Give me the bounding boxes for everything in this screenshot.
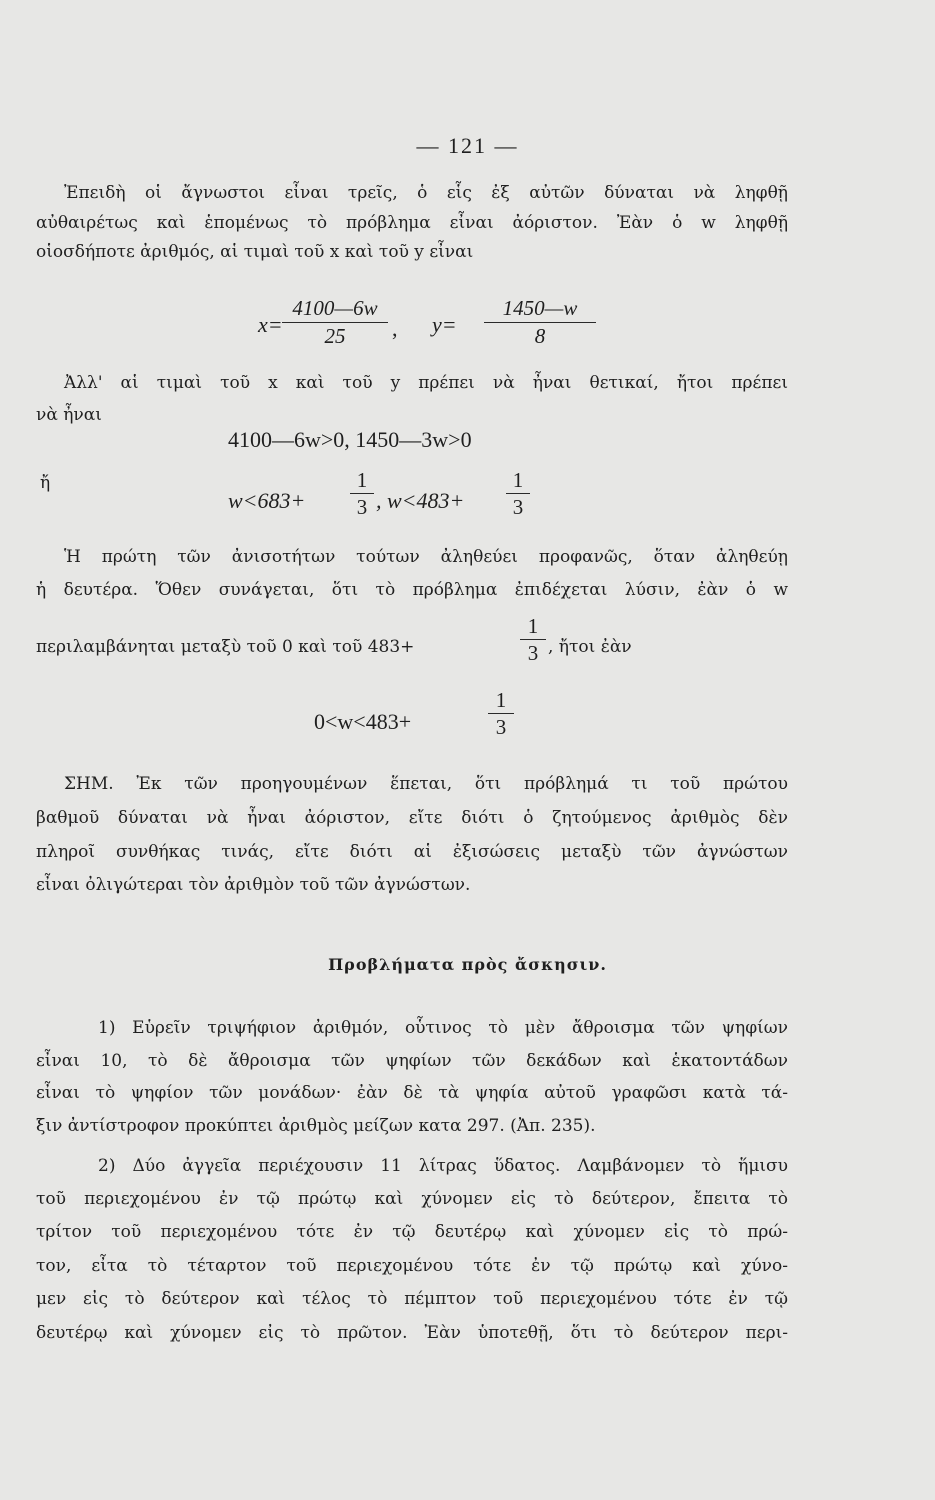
problem2-line5: μεν εἰς τὸ δεύτερον καὶ τέλος τὸ πέμπτον τοῦ περιεχομένου τότε ἐν τῷ [36, 1289, 788, 1309]
eq3-den2: 3 [512, 495, 524, 519]
page-number: — 121 — [416, 133, 519, 158]
eq4-expression: 0<w<483+ [314, 709, 412, 734]
problem2-line2: τοῦ περιεχομένου ἐν τῷ πρώτῳ καὶ χύνομεν εἰς τὸ δεύτερον, ἔπειτα τὸ [36, 1189, 788, 1209]
problem1-line2: εἶναι 10, τὸ δὲ ἄθροισμα τῶν ψηφίων τῶν δεκάδων καὶ ἑκατοντάδων [36, 1051, 788, 1071]
para3-line1: Ἡ πρώτη τῶν ἀνισοτήτων τούτων ἀληθεύει προφανῶς, ὅταν ἀληθεύῃ [64, 547, 788, 567]
eq3-den1: 3 [356, 495, 368, 519]
eq4-fraction [488, 688, 514, 740]
para3-num: 1 [520, 614, 546, 640]
note-line1: ΣΗΜ. Ἐκ τῶν προηγουμένων ἕπεται, ὅτι πρόβλημά τι τοῦ πρώτου [64, 774, 788, 794]
para1-line1: Ἐπειδὴ οἱ ἄγνωστοι εἶναι τρεῖς, ὁ εἷς ἐξ αὐτῶν δύναται νὰ ληφθῇ [64, 183, 788, 203]
problem2-line4: τον, εἶτα τὸ τέταρτον τοῦ περιεχομένου τότε ἐν τῷ πρώτῳ καὶ χύνο- [36, 1256, 788, 1276]
problem2-line6: δευτέρῳ καὶ χύνομεν εἰς τὸ πρῶτον. Ἐὰν ὑποτεθῇ, ὅτι τὸ δεύτερον περι- [36, 1323, 788, 1343]
problem2-line1: 2) Δύο ἀγγεῖα περιέχουσιν 11 λίτρας ὕδατος. Λαμβάνομεν τὸ ἥμισυ [98, 1156, 788, 1176]
note-line2: βαθμοῦ δύναται νὰ ἦναι ἀόριστον, εἴτε διότι ὁ ζητούμενος ἀριθμὸς δὲν [36, 808, 788, 828]
eq3-num2: 1 [506, 468, 530, 494]
para3-den: 3 [527, 641, 539, 665]
para1-line3: οἱοσδήποτε ἀριθμός, αἱ τιμαὶ τοῦ x καὶ τοῦ y εἶναι [36, 242, 474, 262]
eq1-x-numerator: 4100—6w [282, 296, 388, 323]
section-heading: Προβλήματα πρὸς ἄσκησιν. [328, 955, 607, 974]
problem1-line4: ξιν ἀντίστροφον προκύπτει ἀριθμὸς μείζων κατα 297. (Ἀπ. 235). [36, 1116, 596, 1136]
para2-line1: Ἀλλ' αἱ τιμαὶ τοῦ x καὶ τοῦ y πρέπει νὰ ἦναι θετικαί, ἤτοι πρέπει [64, 373, 788, 393]
eq3-part1: w<683+ [228, 488, 306, 513]
eq3-part2: , w<483+ [376, 488, 465, 513]
eq1-separator: , [392, 316, 398, 341]
note-line4: εἶναι ὀλιγώτεραι τὸν ἀριθμὸν τοῦ τῶν ἀγνώστων. [36, 875, 471, 895]
problem1-line1: 1) Εὑρεῖν τριψήφιον ἀριθμόν, οὗτινος τὸ μὲν ἄθροισμα τῶν ψηφίων [98, 1018, 788, 1038]
eq4-num: 1 [488, 688, 514, 714]
eq1-y-numerator: 1450—w [484, 296, 596, 323]
eq1-y-lhs: y= [432, 312, 457, 337]
note-line3: πληροῖ συνθήκας τινάς, εἴτε διότι αἱ ἐξισώσεις μεταξὺ τῶν ἀγνώστων [36, 842, 788, 862]
problem1-line3: εἶναι τὸ ψηφίον τῶν μονάδων· ἐὰν δὲ τὰ ψηφία αὐτοῦ γραφῶσι κατὰ τά- [36, 1083, 788, 1103]
eq1-y-fraction [484, 296, 596, 349]
eq3-num1: 1 [350, 468, 374, 494]
para3-line3b: , ἤτοι ἐὰν [548, 637, 632, 657]
para3-line2: ἡ δευτέρα. Ὅθεν συνάγεται, ὅτι τὸ πρόβλημα ἐπιδέχεται λύσιν, ἐὰν ὁ w [36, 580, 788, 600]
eta-word: ἤ [40, 473, 51, 493]
eq1-x-fraction [282, 296, 388, 349]
eq1-y-denominator: 8 [534, 324, 546, 348]
problem2-line3: τρίτον τοῦ περιεχομένου τότε ἐν τῷ δευτέρῳ καὶ χύνομεν εἰς τὸ πρώ- [36, 1222, 788, 1242]
para2-line2: νὰ ἦναι [36, 405, 102, 425]
eq3-fraction1 [350, 468, 374, 520]
eq1-x-lhs: x= [258, 312, 283, 337]
para3-fraction [520, 614, 546, 666]
eq1-x-denominator: 25 [324, 324, 346, 348]
eq3-fraction2 [506, 468, 530, 520]
para3-line3a: περιλαμβάνηται μεταξὺ τοῦ 0 καὶ τοῦ 483+ [36, 637, 415, 657]
eq2-inequalities: 4100—6w>0, 1450—3w>0 [228, 427, 472, 452]
para1-line2: αὐθαιρέτως καὶ ἑπομένως τὸ πρόβλημα εἶναι ἀόριστον. Ἐὰν ὁ w ληφθῇ [36, 213, 788, 233]
eq4-den: 3 [495, 715, 507, 739]
